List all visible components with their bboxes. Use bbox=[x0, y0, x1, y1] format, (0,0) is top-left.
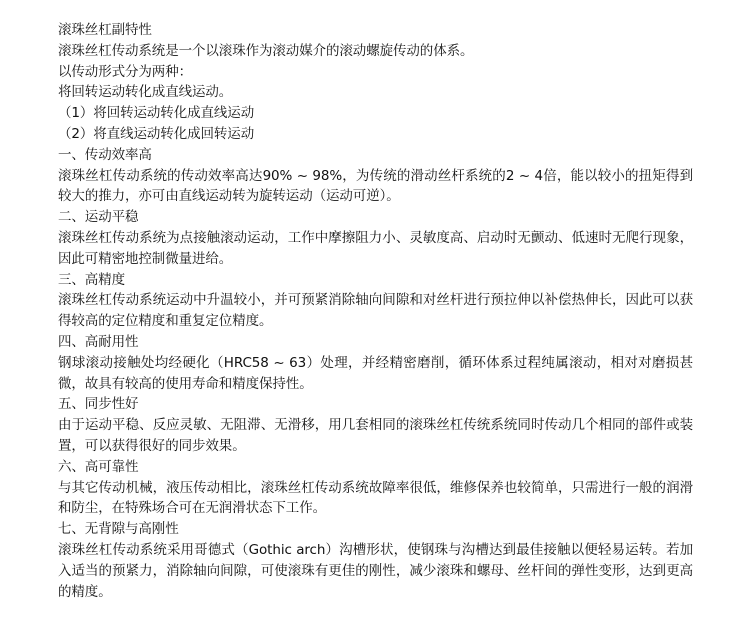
section-heading-precision: 三、高精度 bbox=[58, 271, 125, 288]
form-item-1: （1）将回转运动转化成直线运动 bbox=[58, 105, 255, 122]
section-heading-smooth: 二、运动平稳 bbox=[58, 209, 139, 226]
section-heading-sync: 五、同步性好 bbox=[58, 396, 139, 413]
intro-paragraph: 滚珠丝杠传动系统是一个以滚珠作为滚动媒介的滚动螺旋传动的体系。 bbox=[58, 42, 474, 59]
section-body-backlash: 滚珠丝杠传动系统采用哥德式（Gothic arch）沟槽形状，使钢珠与沟槽达到最佳接触以便轻易运转。若加入适当的预紧力，消除轴向间隙，可使滚珠有更佳的刚性，减少滚珠和螺母、丝杆间的弹性变形，达到更高的精度。 bbox=[58, 541, 693, 600]
document-body bbox=[58, 20, 693, 602]
section-body-sync: 由于运动平稳、反应灵敏、无阻滞、无滑移，用几套相同的滚珠丝杠传统系统同时传动几个相同的部件或装置，可以获得很好的同步效果。 bbox=[58, 417, 693, 454]
section-heading-backlash: 七、无背隙与高刚性 bbox=[58, 521, 179, 538]
section-body-reliability: 与其它传动机械，液压传动相比，滚珠丝杠传动系统故障率很低，维修保养也较简单，只需进行一般的润滑和防尘，在特殊场合可在无润滑状态下工作。 bbox=[58, 479, 693, 517]
section-heading-durability: 四、高耐用性 bbox=[58, 333, 139, 350]
section-heading-efficiency: 一、传动效率高 bbox=[58, 146, 152, 163]
forms-heading: 以传动形式分为两种： bbox=[58, 63, 192, 80]
forms-summary: 将回转运动转化成直线运动。 bbox=[58, 84, 233, 101]
section-body-smooth: 滚珠丝杠传动系统为点接触滚动运动，工作中摩擦阻力小、灵敏度高、启动时无颤动、低速时无爬行现象，因此可精密地控制微量进给。 bbox=[58, 229, 693, 267]
section-body-precision: 滚珠丝杠传动系统运动中升温较小，并可预紧消除轴向间隙和对丝杆进行预拉伸以补偿热伸长，因此可以获得较高的定位精度和重复定位精度。 bbox=[58, 292, 693, 330]
section-body-durability: 钢球滚动接触处均经硬化（HRC58 ~ 63）处理，并经精密磨削，循环体系过程纯属滚动，相对对磨损甚微，故具有较高的使用寿命和精度保持性。 bbox=[58, 354, 693, 392]
section-body-efficiency: 滚珠丝杠传动系统的传动效率高达90% ~ 98%，为传统的滑动丝杆系统的2 ~ 4倍，能以较小的扭矩得到较大的推力，亦可由直线运动转为旋转运动（运动可逆）。 bbox=[58, 167, 693, 205]
section-heading-reliability: 六、高可靠性 bbox=[58, 458, 139, 475]
form-item-2: （2）将直线运动转化成回转运动 bbox=[58, 125, 255, 142]
document-title: 滚珠丝杠副特性 bbox=[58, 22, 152, 38]
